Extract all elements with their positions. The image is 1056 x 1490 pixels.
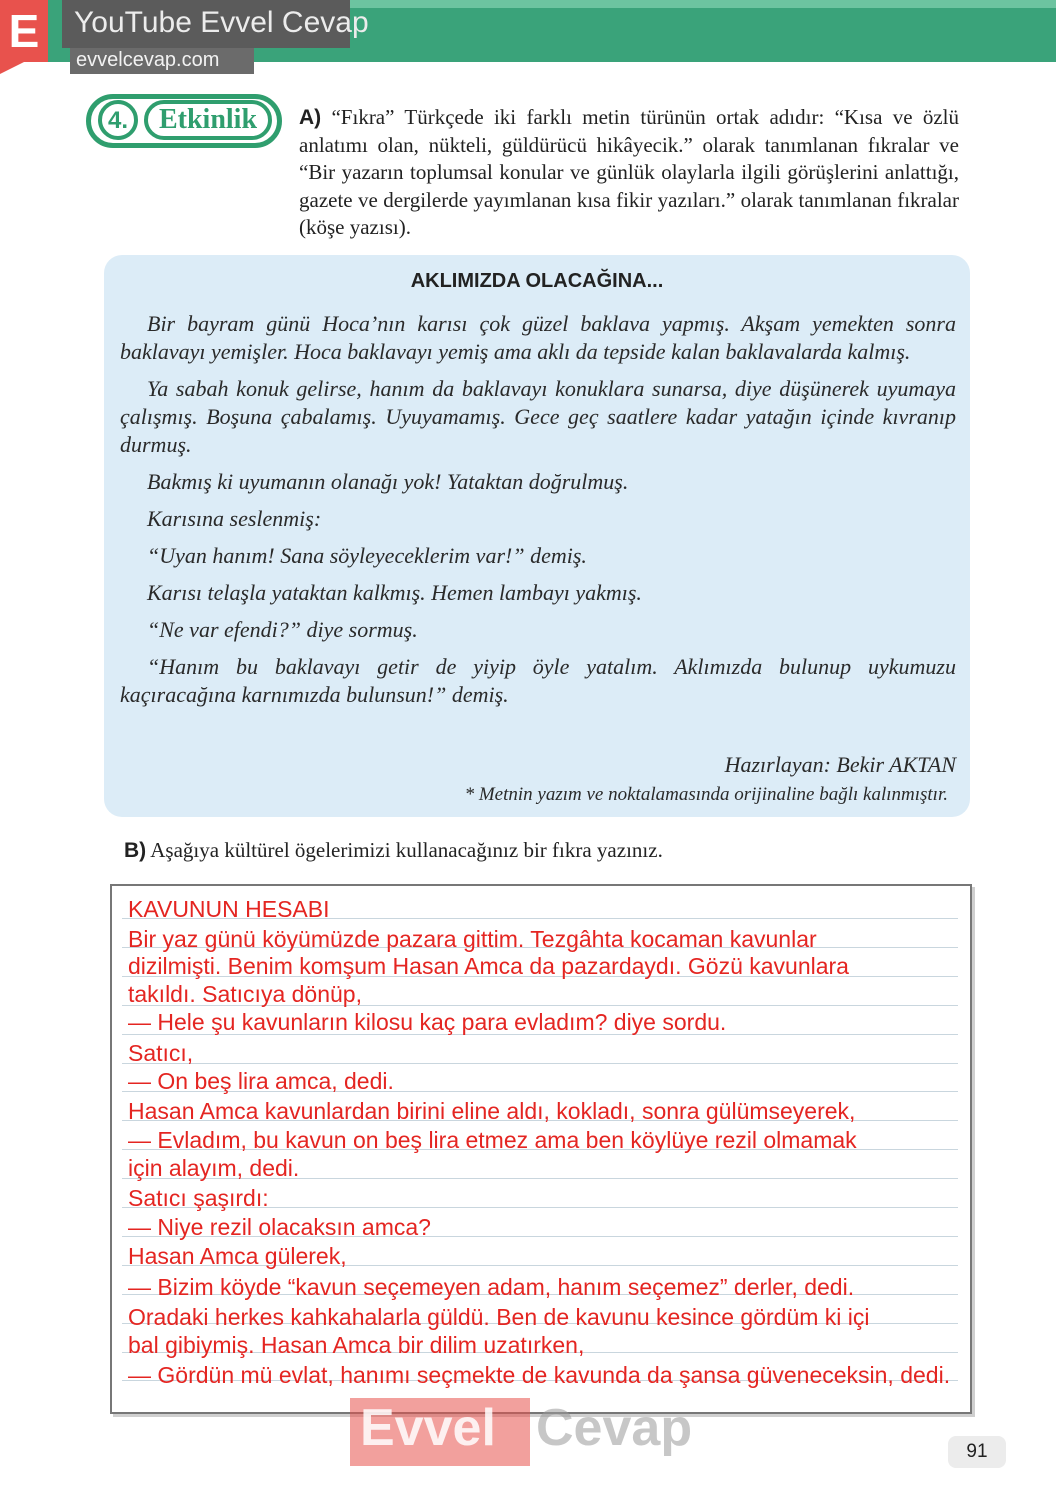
part-b-text — [124, 838, 663, 863]
logo-tail — [0, 62, 48, 74]
header-stripe — [340, 0, 1056, 8]
part-b-label: B) — [124, 839, 147, 862]
answer-line: takıldı. Satıcıya dönüp, — [128, 981, 362, 1007]
story-paragraph: “Uyan hanım! Sana söyleyeceklerim var!” demiş. — [147, 543, 587, 568]
answer-line: için alayım, dedi. — [128, 1155, 300, 1181]
part-a-text — [299, 104, 959, 242]
answer-line: — Gördün mü evlat, hanımı seçmekte de kavunda da şansa güveneceksin, dedi. — [128, 1362, 951, 1388]
answer-line: Satıcı, — [128, 1040, 194, 1066]
story-author: Hazırlayan: Bekir AKTAN — [724, 752, 956, 777]
activity-badge — [86, 94, 286, 154]
answer-line: Bir yaz günü köyümüzde pazara gittim. Tezgâhta kocaman kavunlar — [128, 926, 817, 952]
answer-line: — Evladım, bu kavun on beş lira etmez ama ben köylüye rezil olmamak — [128, 1127, 857, 1153]
activity-label: Etkinlik — [144, 100, 272, 140]
story-title: AKLIMIZDA OLACAĞINA... — [410, 270, 664, 292]
brand-url: evvelcevap.com — [76, 49, 220, 71]
activity-number: 4. — [98, 100, 138, 140]
answer-line: Hasan Amca kavunlardan birini eline aldı, kokladı, sonra gülümseyerek, — [128, 1098, 856, 1124]
story-note: * Metnin yazım ve noktalamasında orijinaline bağlı kalınmıştır. — [464, 784, 948, 805]
story-paragraph: “Hanım bu baklavayı getir de yiyip öyle yatalım. Aklımızda bulunup uykumuzu kaçıracağına karnımızda bulunsun!” demiş. — [120, 654, 956, 707]
story-paragraph: Karısı telaşla yataktan kalkmış. Hemen lambayı yakmış. — [147, 580, 642, 605]
story-paragraph: “Ne var efendi?” diye sormuş. — [147, 617, 418, 642]
answer-line: — Hele şu kavunların kilosu kaç para evladım? diye sordu. — [128, 1009, 727, 1035]
answer-line: Oradaki herkes kahkahalarla güldü. Ben de kavunu kesince gördüm ki içi — [128, 1304, 870, 1330]
watermark-word-evvel: Evvel — [360, 1399, 496, 1457]
story-paragraph: Ya sabah konuk gelirse, hanım da baklavayı konuklara sunarsa, diye düşünerek uyumaya çalışmış. Boşuna çabalamış. Uyuyamamış. Gece geç saatlere kadar yatağın içinde kıvranıp durmuş. — [120, 376, 956, 457]
story-paragraph: Karısına seslenmiş: — [147, 506, 322, 531]
page-number: 91 — [948, 1436, 1006, 1468]
answer-line: — Bizim köyde “kavun seçemeyen adam, hanım seçemez” derler, dedi. — [128, 1274, 855, 1300]
watermark-word-cevap: Cevap — [536, 1399, 693, 1457]
brand-title: YouTube Evvel Cevap — [74, 6, 369, 39]
part-a-label: A) — [299, 106, 322, 129]
part-a-body: “Fıkra” Türkçede iki farklı metin türünün ortak adıdır: “Kısa ve özlü anlatımı olan, nükteli, güldürücü hikâyecik.” olarak tanımlanan fıkralar ve “Bir yazarın toplumsal konular ve günlük olaylarla ilgili görüşlerini anlattığı, gazete ve dergilerde yayımlanan kısa fikir yazıları.” olarak tanımlanan fıkralar (köşe yazısı). — [299, 105, 959, 239]
part-b-body: Aşağıya kültürel ögelerimizi kullanacağınız bir fıkra yazınız. — [150, 838, 663, 862]
answer-line: — On beş lira amca, dedi. — [128, 1068, 394, 1094]
story-paragraph: Bir bayram günü Hoca’nın karısı çok güzel baklava yapmış. Akşam yemekten sonra baklavayı yemişler. Hoca baklavayı yemiş ama aklı da tepside kalan baklavalarda kalmış. — [120, 311, 956, 364]
answer-line: dizilmişti. Benim komşum Hasan Amca da pazardaydı. Gözü kavunlara — [128, 953, 849, 979]
answer-line: Hasan Amca gülerek, — [128, 1243, 347, 1269]
answer-line: KAVUNUN HESABI — [128, 896, 330, 922]
story-text — [120, 310, 956, 718]
story-paragraph: Bakmış ki uyumanın olanağı yok! Yataktan doğrulmuş. — [147, 469, 629, 494]
answer-line: — Niye rezil olacaksın amca? — [128, 1214, 431, 1240]
ruled-line — [122, 1063, 958, 1064]
evvel-logo: E — [0, 0, 48, 62]
answer-line: Satıcı şaşırdı: — [128, 1185, 269, 1211]
answer-line: bal gibiymiş. Hasan Amca bir dilim uzatırken, — [128, 1332, 585, 1358]
